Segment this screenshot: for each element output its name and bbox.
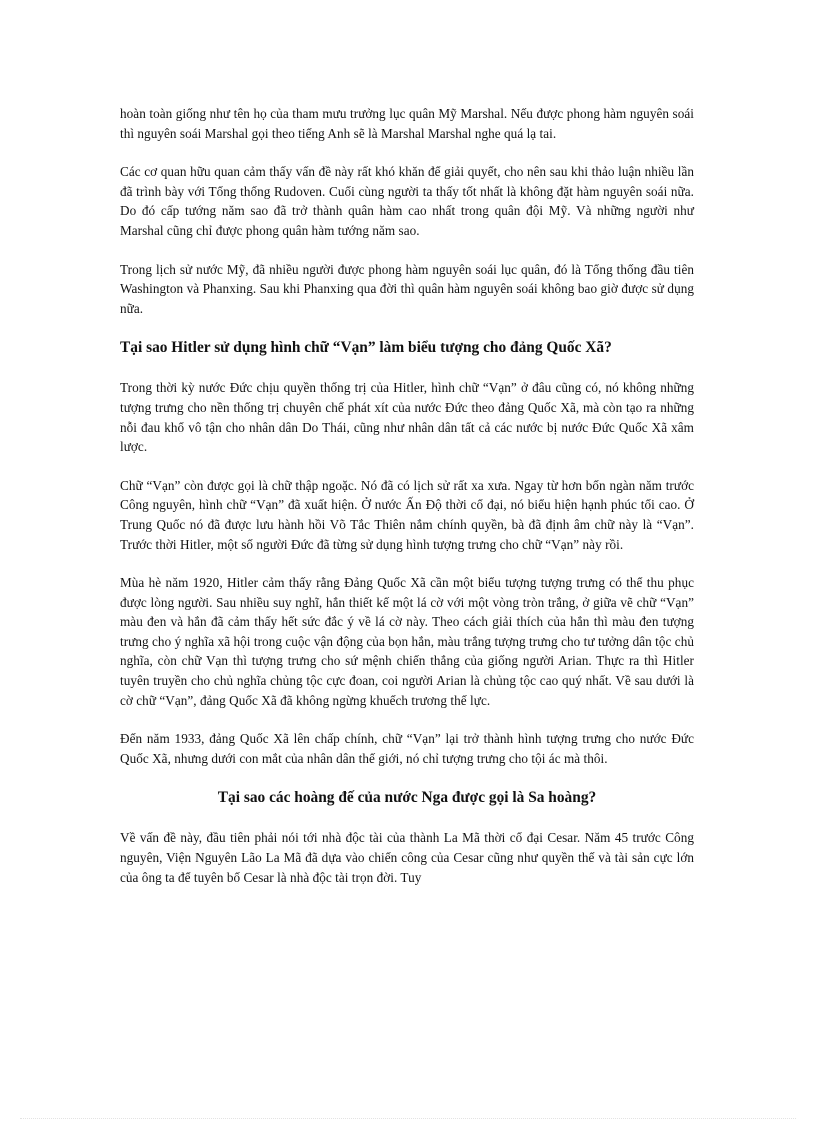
- paragraph-swastika-history: Chữ “Vạn” còn được gọi là chữ thập ngoặc. Nó đã có lịch sử rất xa xưa. Ngay từ hơn bốn ngàn năm trước Công nguyên, hình chữ “Vạn” đã xuất hiện. Ở nước Ấn Độ thời cổ đại, nó biểu hiện hạnh phúc tối cao. Ở Trung Quốc nó đã được lưu hành hồi Võ Tắc Thiên nắm chính quyền, bà đã định âm chữ này là “Vạn”. Trước thời Hitler, một số người Đức đã từng sử dụng hình tượng trưng cho chữ “Vạn” này rồi.: [120, 477, 694, 552]
- paragraph-nazi-1933: Đến năm 1933, đảng Quốc Xã lên chấp chính, chữ “Vạn” lại trở thành hình tượng trưng cho nước Đức Quốc Xã, nhưng dưới con mắt của nhân dân thế giới, nó chỉ tượng trưng cho tội ác mà thôi.: [120, 731, 694, 766]
- paragraph-caesar: Về vấn đề này, đầu tiên phải nói tới nhà độc tài của thành La Mã thời cổ đại Cesar. Năm 45 trước Công nguyên, Viện Nguyên Lão La Mã đã dựa vào chiến công của Cesar cũng như quyền thế và tài sản cực lớn của ông ta để tuyên bố Cesar là nhà độc tài trọn đời. Tuy: [120, 830, 694, 885]
- paragraph-us-army-marshals: Trong lịch sử nước Mỹ, đã nhiều người được phong hàm nguyên soái lục quân, đó là Tổng thống đầu tiên Washington và Phanxing. Sau khi Phanxing qua đời thì quân hàm nguyên soái không bao giờ được sử dụng nữa.: [120, 261, 694, 316]
- paragraph-marshal-name: hoàn toàn giống như tên họ của tham mưu trưởng lục quân Mỹ Marshal. Nếu được phong hàm nguyên soái thì nguyên soái Marshal gọi theo tiếng Anh sẽ là Marshal Marshal nghe quá lạ tai.: [120, 106, 694, 141]
- page-content: [120, 104, 694, 906]
- heading-hitler-swastika: Tại sao Hitler sử dụng hình chữ “Vạn” làm biểu tượng cho đảng Quốc Xã?: [120, 339, 612, 357]
- paragraph-five-star-general: Các cơ quan hữu quan cảm thấy vấn đề này rất khó khăn để giải quyết, cho nên sau khi thảo luận nhiều lần đã trình bày với Tổng thống Rudoven. Cuối cùng người ta thấy tốt nhất là không đặt hàm nguyên soái nữa. Do đó cấp tướng năm sao đã trở thành quân hàm cao nhất trong quân đội Mỹ. Và những người như Marshal cũng chỉ được phong quân hàm tướng năm sao.: [120, 164, 694, 238]
- page-bottom-edge: [20, 1118, 796, 1119]
- heading-tsar-title: Tại sao các hoàng đế của nước Nga được gọi là Sa hoàng?: [217, 789, 597, 807]
- paragraph-nazi-rule: Trong thời kỳ nước Đức chịu quyền thống trị của Hitler, hình chữ “Vạn” ở đâu cũng có, nó không những tượng trưng cho nền thống trị chuyên chế phát xít của nước Đức theo đảng Quốc Xã, mà còn tạo ra những nỗi đau khổ vô tận cho nhân dân Do Thái, cũng như nhân dân tất cả các nước bị nước Đức Quốc Xã xâm lược.: [120, 380, 694, 455]
- paragraph-nazi-flag-1920: Mùa hè năm 1920, Hitler cảm thấy rằng Đảng Quốc Xã cần một biểu tượng tượng trưng có thể thu phục được lòng người. Sau nhiều suy nghĩ, hắn thiết kế một lá cờ với một vòng tròn trắng, ở giữa vẽ chữ “Vạn” màu đen và hắn đã cảm thấy hết sức đắc ý về lá cờ này. Theo cách giải thích của hắn thì màu đen tượng trưng cho ý nghĩa xã hội trong cuộc vận động của bọn hắn, màu trắng tượng trưng cho tư tưởng dân tộc chủ nghĩa, còn chữ Vạn thì tượng trưng cho sứ mệnh chiến thắng của giống người Arian. Thực ra thì Hitler tuyên truyền cho chủ nghĩa chủng tộc cực đoan, coi người Arian là chủng tộc cao quý nhất. Về sau dưới là cờ chữ “Vạn”, đảng Quốc Xã đã không ngừng khuếch trương thế lực.: [120, 575, 694, 708]
